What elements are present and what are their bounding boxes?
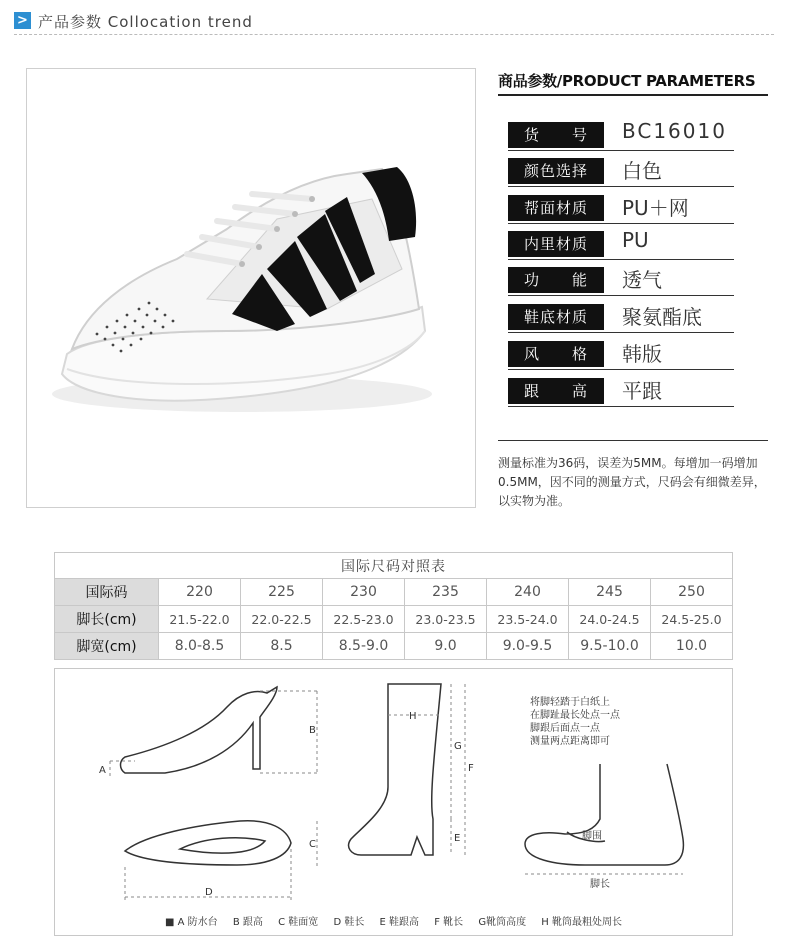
param-value: BC16010 xyxy=(622,119,727,143)
size-chart-table xyxy=(54,552,733,660)
param-row-item-number xyxy=(508,119,734,150)
section-header xyxy=(14,10,774,36)
param-value: PU xyxy=(622,228,649,252)
header-divider xyxy=(14,34,774,35)
row-header: 国际码 xyxy=(55,579,159,606)
table-cell: 230 xyxy=(323,579,405,606)
param-label: 颜色选择 xyxy=(508,158,604,184)
legend-item-h: H 靴筒最粗处周长 xyxy=(541,917,622,928)
pump-side-icon xyxy=(121,687,278,773)
chevron-right-icon: > xyxy=(14,12,31,29)
table-cell: 8.0-8.5 xyxy=(159,633,241,660)
foot-icon xyxy=(525,764,683,865)
param-row-color xyxy=(508,158,734,186)
row-header: 脚宽(cm) xyxy=(55,633,159,660)
legend-item-c: C 鞋面宽 xyxy=(278,917,319,928)
table-cell: 8.5-9.0 xyxy=(323,633,405,660)
table-cell: 24.0-24.5 xyxy=(569,606,651,633)
table-cell: 9.5-10.0 xyxy=(569,633,651,660)
param-underline xyxy=(508,223,734,224)
param-row-heel-height xyxy=(508,378,734,406)
foot-instruction-1: 将脚轻踏于白纸上 xyxy=(530,697,610,708)
param-value: 韩版 xyxy=(622,342,662,366)
param-row-function xyxy=(508,267,734,295)
measurement-diagram xyxy=(54,668,733,936)
param-underline xyxy=(508,186,734,187)
param-label: 内里材质 xyxy=(508,231,604,257)
label-a: A xyxy=(99,765,106,776)
param-underline xyxy=(508,259,734,260)
table-cell: 9.0 xyxy=(405,633,487,660)
table-row-foot-length xyxy=(55,606,733,633)
note-divider xyxy=(498,440,768,441)
table-row-foot-width xyxy=(55,633,733,660)
table-cell: 21.5-22.0 xyxy=(159,606,241,633)
pump-top-icon xyxy=(125,821,291,865)
label-h: H xyxy=(409,711,417,722)
param-underline xyxy=(508,369,734,370)
legend-item-e: E 鞋跟高 xyxy=(379,917,420,928)
table-cell: 24.5-25.0 xyxy=(651,606,733,633)
label-e: E xyxy=(454,833,461,844)
legend-item-d: D 鞋长 xyxy=(333,917,365,928)
row-header: 脚长(cm) xyxy=(55,606,159,633)
table-caption-row xyxy=(55,553,733,579)
table-cell: 22.0-22.5 xyxy=(241,606,323,633)
label-b: B xyxy=(309,725,316,736)
shoe-measurement-svg xyxy=(55,669,734,937)
param-underline xyxy=(508,150,734,151)
section-title: 产品参数 Collocation trend xyxy=(38,13,253,31)
table-cell: 240 xyxy=(487,579,569,606)
label-g: G xyxy=(454,741,462,752)
param-label: 鞋底材质 xyxy=(508,304,604,330)
param-row-style xyxy=(508,341,734,369)
table-row-sizes xyxy=(55,579,733,606)
param-value: 平跟 xyxy=(622,379,662,403)
param-value: PU＋网 xyxy=(622,196,689,220)
param-label: 风 格 xyxy=(508,341,604,367)
legend-item-a: ■ A 防水台 xyxy=(165,917,218,928)
label-c: C xyxy=(309,839,316,850)
table-cell: 23.5-24.0 xyxy=(487,606,569,633)
param-underline xyxy=(508,295,734,296)
table-caption: 国际尺码对照表 xyxy=(55,553,733,579)
foot-instruction-4: 测量两点距离即可 xyxy=(530,736,610,747)
foot-length-label: 脚长 xyxy=(590,879,610,890)
label-f: F xyxy=(468,763,474,774)
param-value: 聚氨酯底 xyxy=(622,305,702,329)
param-row-lining-material xyxy=(508,228,734,259)
legend-item-f: F 靴长 xyxy=(434,917,464,928)
girth-label: 脚围 xyxy=(582,831,602,842)
measurement-note: 测量标准为36码，误差为5MM。每增加一码增加0.5MM，因不同的测量方式，尺码会有细微差异，以实物为准。 xyxy=(498,456,766,508)
table-cell: 22.5-23.0 xyxy=(323,606,405,633)
table-cell: 235 xyxy=(405,579,487,606)
table-cell: 8.5 xyxy=(241,633,323,660)
diagram-legend xyxy=(54,913,733,928)
product-photo xyxy=(26,68,476,508)
table-cell: 250 xyxy=(651,579,733,606)
foot-instruction-2: 在脚趾最长处点一点 xyxy=(530,710,620,721)
param-underline xyxy=(508,406,734,407)
param-label: 跟 高 xyxy=(508,378,604,404)
param-label: 帮面材质 xyxy=(508,195,604,221)
boot-icon xyxy=(349,684,441,855)
param-label: 功 能 xyxy=(508,267,604,293)
param-value: 白色 xyxy=(622,159,662,183)
params-title: 商品参数/PRODUCT PARAMETERS xyxy=(498,72,756,90)
table-cell: 225 xyxy=(241,579,323,606)
table-cell: 23.0-23.5 xyxy=(405,606,487,633)
sneaker-illustration xyxy=(27,69,476,508)
param-row-sole-material xyxy=(508,304,734,332)
param-value: 透气 xyxy=(622,268,662,292)
foot-instruction-3: 脚跟后面点一点 xyxy=(530,723,600,734)
legend-item-b: B 跟高 xyxy=(232,917,263,928)
legend-item-g: G靴筒高度 xyxy=(478,917,527,928)
table-cell: 10.0 xyxy=(651,633,733,660)
param-label: 货 号 xyxy=(508,122,604,148)
table-cell: 9.0-9.5 xyxy=(487,633,569,660)
param-underline xyxy=(508,332,734,333)
label-d: D xyxy=(205,887,213,898)
table-cell: 245 xyxy=(569,579,651,606)
param-row-upper-material xyxy=(508,195,734,223)
table-cell: 220 xyxy=(159,579,241,606)
params-title-divider xyxy=(498,94,768,96)
